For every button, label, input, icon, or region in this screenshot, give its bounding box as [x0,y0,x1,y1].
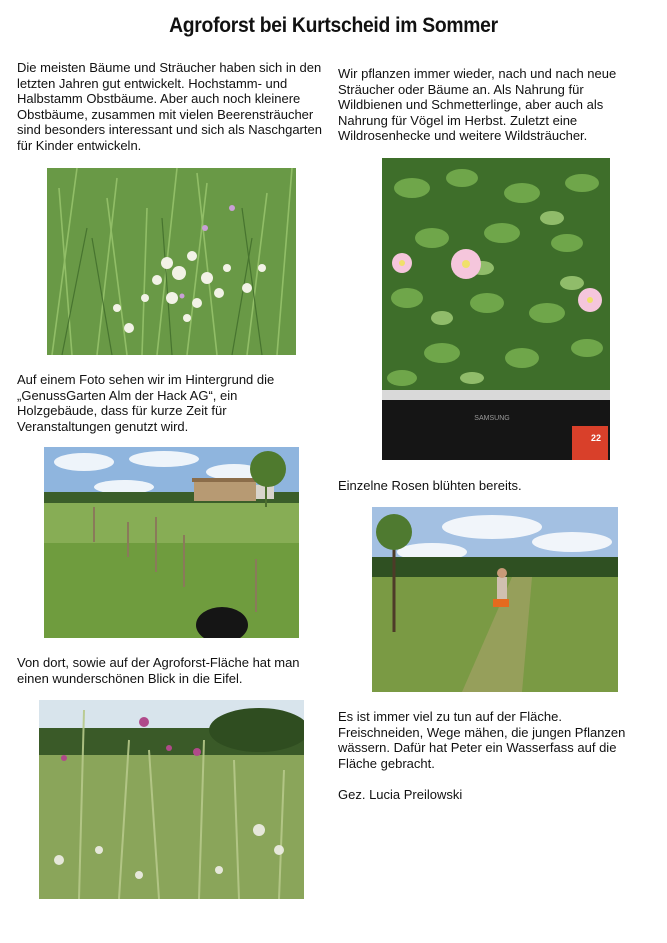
wild-roses-photo [382,158,610,460]
intro-paragraph: Die meisten Bäume und Sträucher haben sich in den letzten Jahren gut entwickelt. Hochstamm- und Halbstamm Obstbäume. Aber auch noch kleinere Obstbäume, zusammen mit vielen Beerensträucher sind besonders interessant und sich als Naschgarten für Kinder entwickeln. [17,60,322,153]
view-paragraph: Von dort, sowie auf der Agroforst-Fläche hat man einen wunderschönen Blick in die Eifel. [17,655,300,686]
planting-paragraph: Wir pflanzen immer wieder, nach und nach neue Sträucher oder Bäume an. Als Nahrung für Wildbienen und Schmetterlinge, aber auch als Nahrung für Vögel im Herbst. Zuletzt eine Wildrosenhecke und weitere Wildsträucher. [338,66,617,144]
orchard-building-photo [44,447,299,638]
building-caption-paragraph: Auf einem Foto sehen wir im Hintergrund die „GenussGarten Alm der Hack AG“, ein Holzgebäude, dass für kurze Zeit für Veranstaltungen genutzt wird. [17,372,275,434]
flower-meadow-photo [47,168,296,355]
roses-caption: Einzelne Rosen blühten bereits. [338,478,522,493]
calendar-number-text: 22 [590,433,602,443]
work-paragraph: Es ist immer viel zu tun auf der Fläche. Freischneiden, Wege mähen, die jungen Pflanzen wässern. Dafür hat Peter ein Wasserfass auf die Fläche gebracht. [338,709,626,771]
monitor-brand-text: SAMSUNG [474,415,510,422]
meadow-thistles-photo [39,700,304,899]
signature: Gez. Lucia Preilowski [338,787,463,802]
mowing-photo [372,507,618,692]
page-title: Agroforst bei Kurtscheid im Sommer [169,14,498,37]
